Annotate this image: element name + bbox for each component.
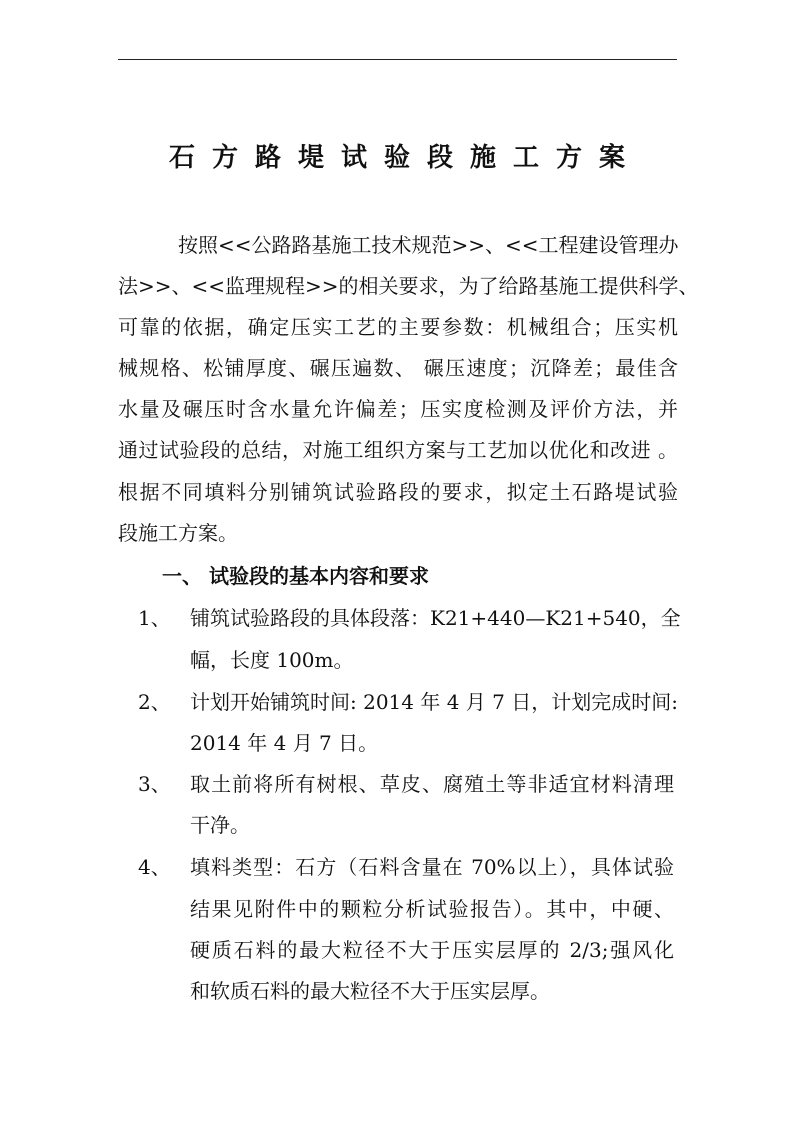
intro-line: 械规格、松铺厚度、碾压遍数、 碾压速度；沉降差；最佳含 [118,356,678,380]
list-item-number: 2、 [138,690,171,714]
document-title: 石方路堤试验段施工方案 [168,143,642,173]
intro-line: 按照<<公路路基施工技术规范>>、<<工程建设管理办 [178,233,679,257]
intro-line: 根据不同填料分别铺筑试验路段的要求，拟定土石路堤试验 [118,480,678,504]
list-item-line: 取土前将所有树根、草皮、腐殖土等非适宜材料清理 [190,772,674,796]
intro-line: 法>>、<<监理规程>>的相关要求，为了给路基施工提供科学、 [118,274,699,298]
header-rule [118,59,677,60]
list-item-line: 计划开始铺筑时间: 2014 年 4 月 7 日，计划完成时间: [190,690,678,714]
intro-line: 通过试验段的总结，对施工组织方案与工艺加以优化和改进 。 [118,438,678,462]
list-item-line: 幅，长度 100m。 [190,648,354,672]
list-item-line: 填料类型：石方（石料含量在 70%以上），具体试验 [190,855,674,879]
list-item-line: 2014 年 4 月 7 日。 [190,731,379,755]
list-item-line: 结果见附件中的颗粒分析试验报告）。其中，中硬、 [190,897,674,921]
list-item-number: 1、 [138,606,171,630]
list-item-number: 3、 [138,772,171,796]
intro-line: 水量及碾压时含水量允许偏差；压实度检测及评价方法，并 [118,397,678,421]
intro-line: 可靠的依据，确定压实工艺的主要参数：机械组合；压实机 [118,315,678,339]
intro-line: 段施工方案。 [118,521,238,545]
list-item-line: 干净。 [190,813,250,837]
list-item-line: 铺筑试验路段的具体段落：K21+440—K21+540，全 [190,606,681,630]
section-heading: 一、 试验段的基本内容和要求 [162,564,429,588]
list-item-line: 硬质石料的最大粒径不大于压实层厚的 2/3;强风化 [190,938,674,962]
list-item-line: 和软质石料的最大粒径不大于压实层厚。 [190,979,550,1003]
list-item-number: 4、 [138,855,171,879]
